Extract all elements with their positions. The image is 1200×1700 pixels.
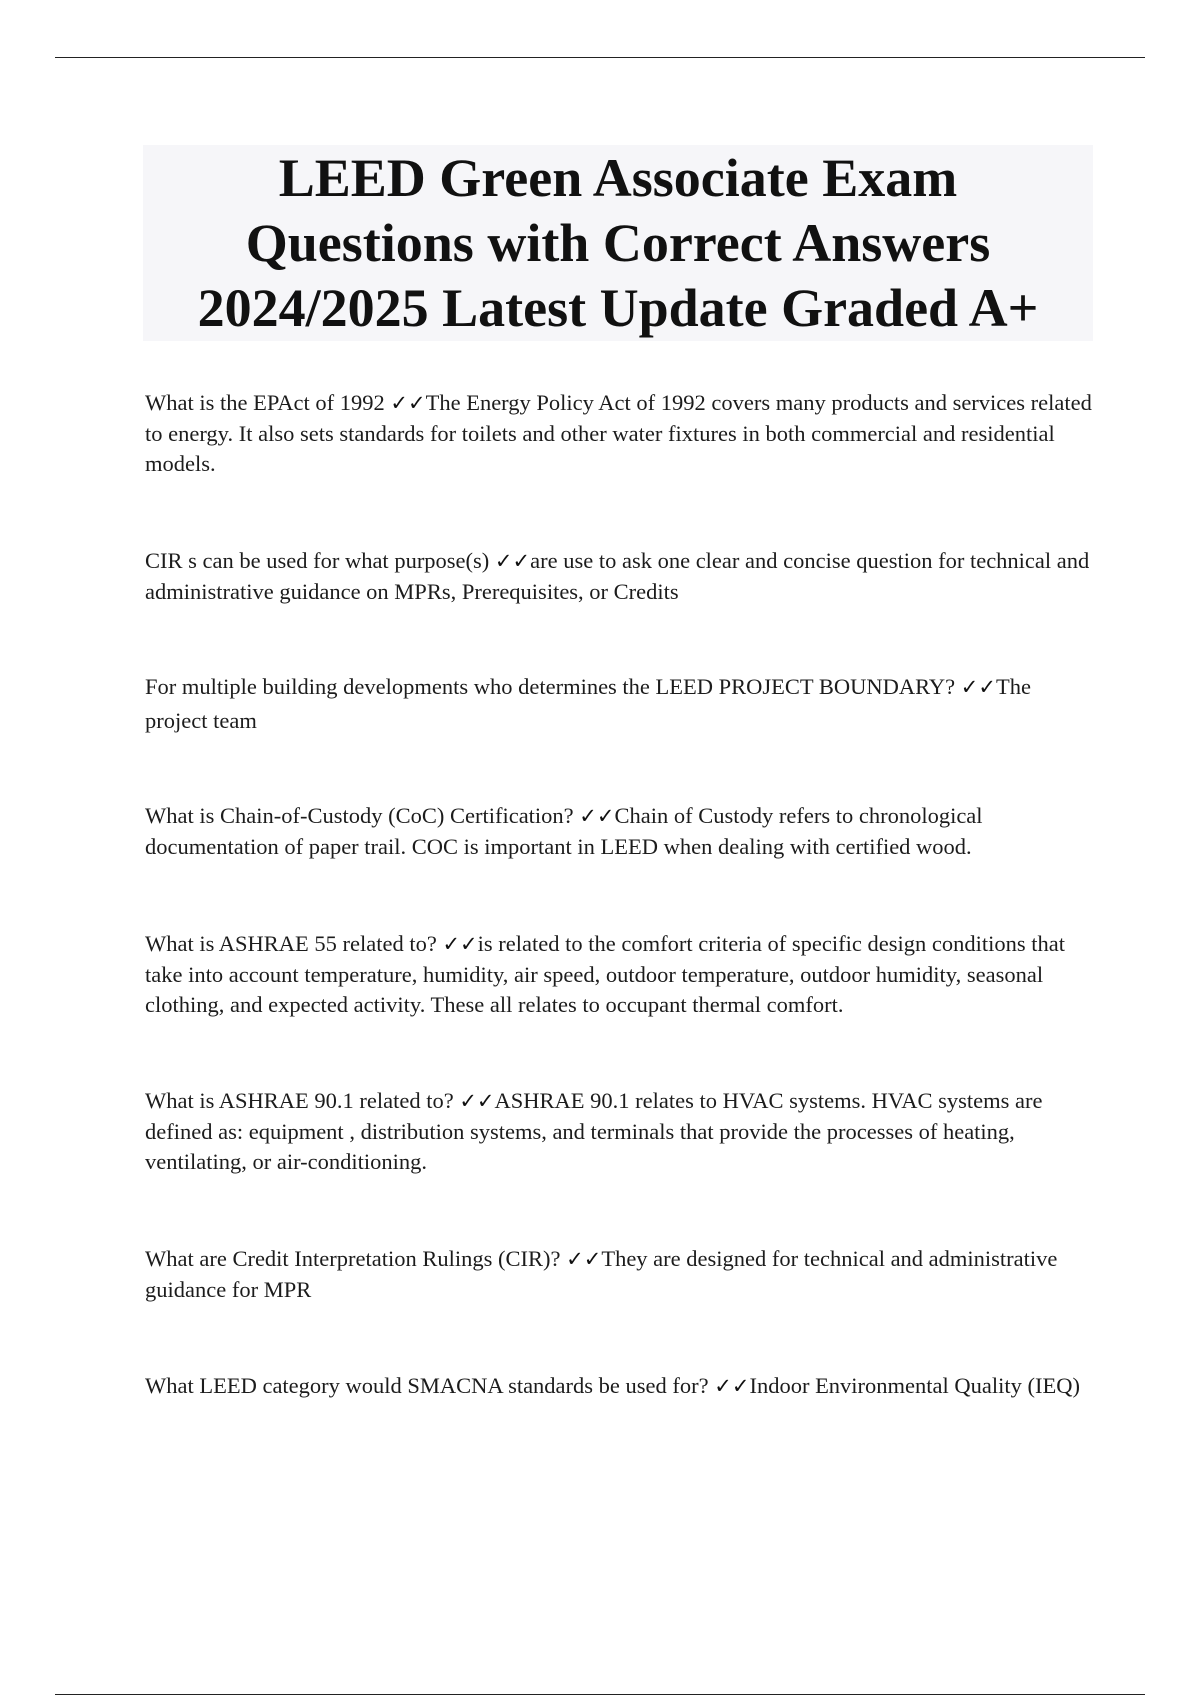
qa-item bbox=[145, 801, 1095, 862]
double-check-icon: ✓✓ bbox=[459, 1089, 495, 1113]
qa-item bbox=[145, 1244, 1095, 1305]
title-block bbox=[143, 145, 1093, 341]
double-check-icon: ✓✓ bbox=[579, 804, 615, 828]
qa-item bbox=[145, 1086, 1095, 1178]
qa-item bbox=[145, 929, 1095, 1021]
qa-item bbox=[145, 1371, 1095, 1402]
qa-item bbox=[145, 546, 1095, 607]
answer-text: ASHRAE 90.1 relates to HVAC systems. HVAC systems are defined as: equipment , distribution systems, and terminals that provide the processes of heating, ventilating, or air-conditioning. bbox=[145, 1088, 1043, 1174]
bottom-rule bbox=[55, 1694, 1145, 1695]
title-line: 2024/2025 Latest Update Graded A+ bbox=[197, 277, 1039, 338]
question-text: What are Credit Interpretation Rulings (CIR)? bbox=[145, 1246, 561, 1271]
answer-text: They are designed for technical and administrative guidance for MPR bbox=[145, 1246, 1058, 1302]
question-text: What is ASHRAE 55 related to? bbox=[145, 931, 437, 956]
double-check-icon: ✓✓ bbox=[566, 1247, 602, 1271]
question-text: What is the EPAct of 1992 bbox=[145, 390, 385, 415]
answer-text: are use to ask one clear and concise question for technical and administrative guidance on MPRs, Prerequisites, or Credits bbox=[145, 548, 1090, 604]
answer-text: Chain of Custody refers to chronological documentation of paper trail. COC is important in LEED when dealing with certified wood. bbox=[145, 803, 983, 859]
top-rule bbox=[55, 57, 1145, 58]
answer-text: is related to the comfort criteria of specific design conditions that take into account temperature, humidity, air speed, outdoor temperature, outdoor humidity, seasonal clothing, and expected activity. These all relates to occupant thermal comfort. bbox=[145, 931, 1065, 1017]
question-text: CIR s can be used for what purpose(s) bbox=[145, 548, 490, 573]
double-check-icon: ✓✓ bbox=[714, 1374, 750, 1398]
double-check-icon: ✓✓ bbox=[494, 549, 531, 573]
question-text: What is Chain-of-Custody (CoC) Certification? bbox=[145, 803, 574, 828]
qa-item bbox=[145, 670, 1095, 738]
document-title bbox=[143, 146, 1093, 341]
title-line: Questions with Correct Answers bbox=[245, 212, 991, 273]
answer-text: The Energy Policy Act of 1992 covers many products and services related to energy. It also sets standards for toilets and other water fixtures in both commercial and residential models. bbox=[145, 390, 1092, 476]
double-check-icon: ✓✓ bbox=[442, 932, 478, 956]
question-text: For multiple building developments who determines the LEED PROJECT BOUNDARY? bbox=[145, 674, 956, 699]
question-text: What LEED category would SMACNA standards be used for? bbox=[145, 1373, 709, 1398]
answer-text: Indoor Environmental Quality (IEQ) bbox=[749, 1373, 1080, 1398]
question-text: What is ASHRAE 90.1 related to? bbox=[145, 1088, 454, 1113]
double-check-icon: ✓✓ bbox=[960, 675, 996, 699]
answer-text: The project team bbox=[145, 674, 1031, 733]
double-check-icon: ✓✓ bbox=[390, 391, 426, 415]
title-line: LEED Green Associate Exam bbox=[278, 147, 958, 208]
qa-item bbox=[145, 388, 1095, 480]
